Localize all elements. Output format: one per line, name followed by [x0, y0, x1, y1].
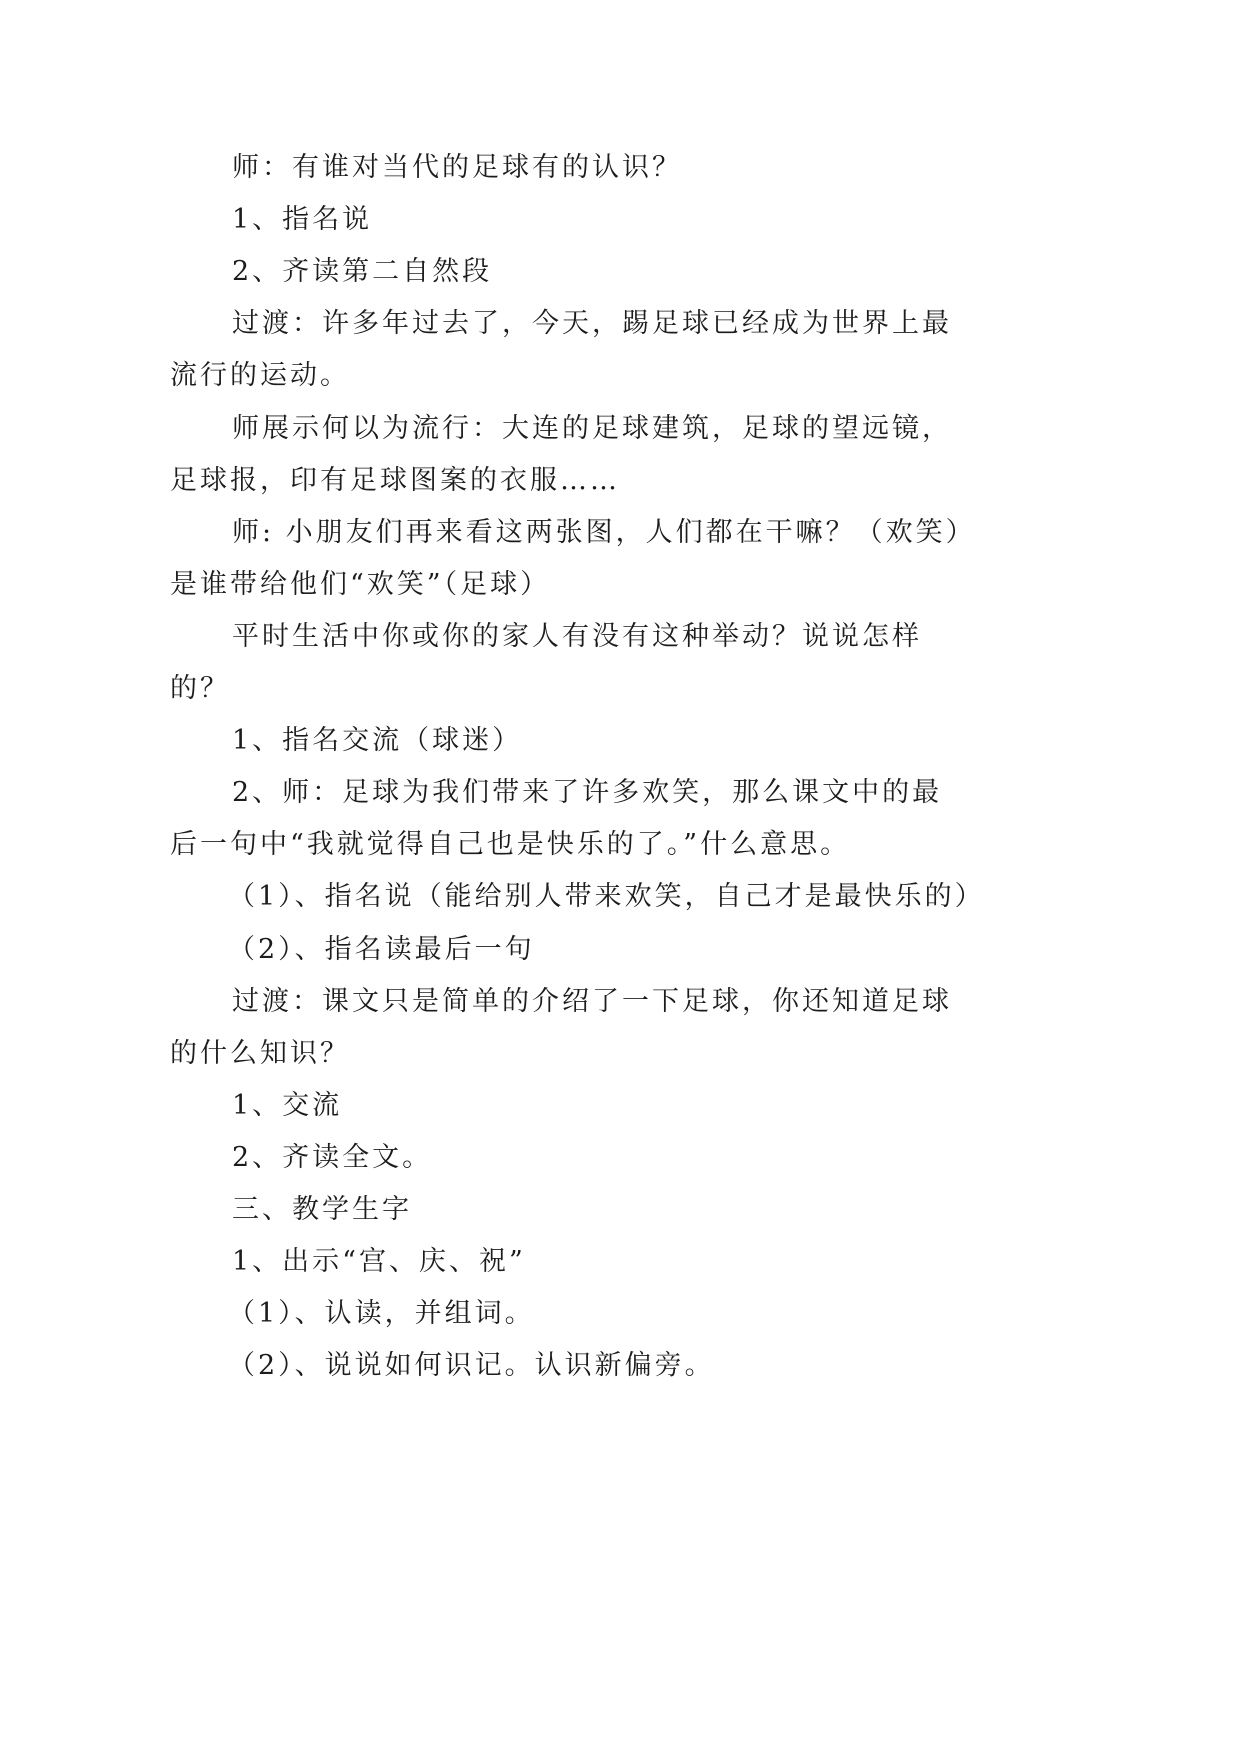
- paragraph-line: 1、指名交流（球迷）: [232, 725, 523, 757]
- paragraph-line: 1、出示“宫、庆、祝”: [232, 1246, 526, 1278]
- paragraph-line: 2、师：足球为我们带来了许多欢笑，那么课文中的最: [232, 777, 943, 809]
- paragraph-line: 过渡：课文只是简单的介绍了一下足球，你还知道足球: [232, 985, 952, 1017]
- paragraph-line: （2）、说说如何识记。认识新偏旁。: [228, 1350, 715, 1382]
- paragraph-line: 1、交流: [232, 1089, 343, 1121]
- paragraph-line: 2、齐读全文。: [232, 1141, 433, 1173]
- paragraph-line: 足球报，印有足球图案的衣服……: [170, 464, 620, 496]
- paragraph-line: 平时生活中你或你的家人有没有这种举动？说说怎样: [232, 620, 922, 652]
- paragraph-line: 师展示何以为流行：大连的足球建筑，足球的望远镜，: [232, 412, 952, 444]
- paragraph-line: （1）、认读，并组词。: [228, 1298, 535, 1330]
- paragraph-line: 过渡：许多年过去了，今天，踢足球已经成为世界上最: [232, 308, 952, 340]
- paragraph-line: 流行的运动。: [170, 360, 350, 392]
- paragraph-line: 后一句中“我就觉得自己也是快乐的了。”什么意思。: [170, 829, 851, 861]
- paragraph-line: 师: 小朋友们再来看这两张图，人们都在干嘛？（欢笑）: [232, 516, 976, 548]
- paragraph-line: 的？: [170, 673, 230, 704]
- paragraph-line: 师：有谁对当代的足球有的认识？: [232, 152, 682, 183]
- paragraph-line: （2）、指名读最后一句: [228, 933, 535, 965]
- paragraph-line: 2、齐读第二自然段: [232, 256, 493, 288]
- paragraph-line: 1、指名说: [232, 204, 373, 236]
- paragraph-line: 的什么知识？: [170, 1037, 350, 1069]
- paragraph-line: （1）、指名说（能给别人带来欢笑，自己才是最快乐的）: [228, 881, 985, 913]
- paragraph-line: 是谁带给他们“欢笑”（足球）: [170, 568, 551, 600]
- section-heading: 三、教学生字: [232, 1194, 412, 1225]
